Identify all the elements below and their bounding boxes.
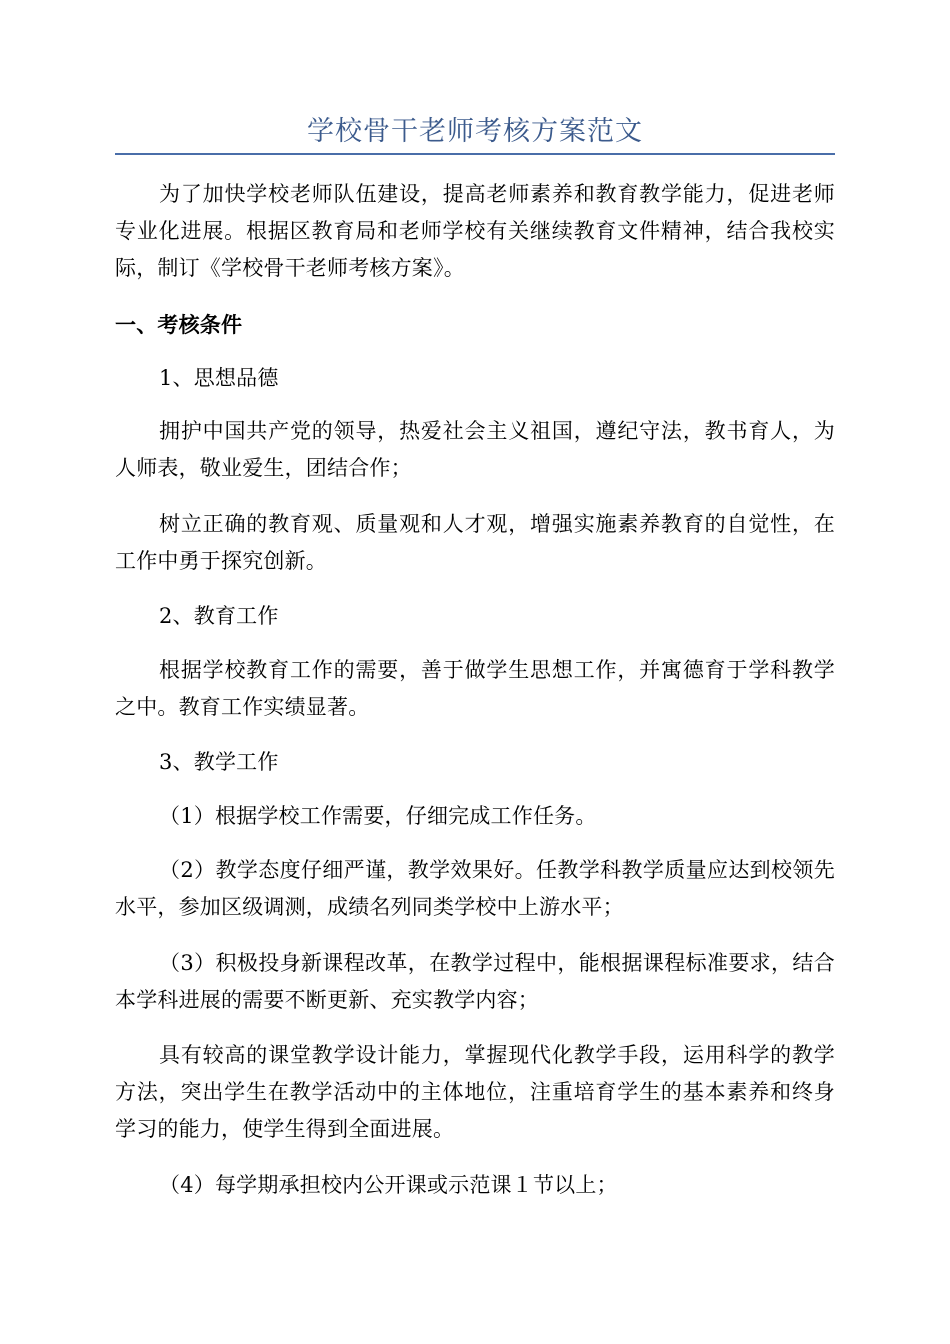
paragraph-teaching-design: 具有较高的课堂教学设计能力，掌握现代化教学手段，运用科学的教学方法，突出学生在教学活动中的主体地位，注重培育学生的基本素养和终身学习的能力，使学生得到全面进展。 bbox=[115, 1043, 835, 1141]
document-title: 学校骨干老师考核方案范文 bbox=[307, 116, 643, 147]
list-item-teaching-2: （2）教学态度仔细严谨，教学效果好。任教学科教学质量应达到校领先水平，参加区级调测，成绩名列同类学校中上游水平； bbox=[115, 858, 835, 919]
list-item-teaching-1: （1）根据学校工作需要，仔细完成工作任务。 bbox=[159, 804, 597, 828]
section-heading-assessment-conditions: 一、考核条件 bbox=[115, 313, 243, 337]
list-item-teaching-4: （4）每学期承担校内公开课或示范课１节以上； bbox=[159, 1173, 618, 1197]
intro-paragraph: 为了加快学校老师队伍建设，提高老师素养和教育教学能力，促进老师专业化进展。根据区教育局和老师学校有关继续教育文件精神，结合我校实际，制订《学校骨干老师考核方案》。 bbox=[115, 182, 835, 280]
subheading-moral-character: 1、思想品德 bbox=[159, 366, 279, 390]
paragraph-education-work: 根据学校教育工作的需要，善于做学生思想工作，并寓德育于学科教学之中。教育工作实绩显著。 bbox=[115, 658, 835, 719]
subheading-teaching-work: 3、教学工作 bbox=[159, 750, 279, 774]
title-underline bbox=[115, 153, 835, 155]
paragraph-moral-2: 树立正确的教育观、质量观和人才观，增强实施素养教育的自觉性，在工作中勇于探究创新。 bbox=[115, 512, 835, 573]
list-item-teaching-3: （3）积极投身新课程改革，在教学过程中，能根据课程标准要求，结合本学科进展的需要不断更新、充实教学内容； bbox=[115, 951, 835, 1012]
subheading-education-work: 2、教育工作 bbox=[159, 604, 279, 628]
paragraph-moral-1: 拥护中国共产党的领导，热爱社会主义祖国，遵纪守法，教书育人，为人师表，敬业爱生，团结合作； bbox=[115, 419, 835, 480]
